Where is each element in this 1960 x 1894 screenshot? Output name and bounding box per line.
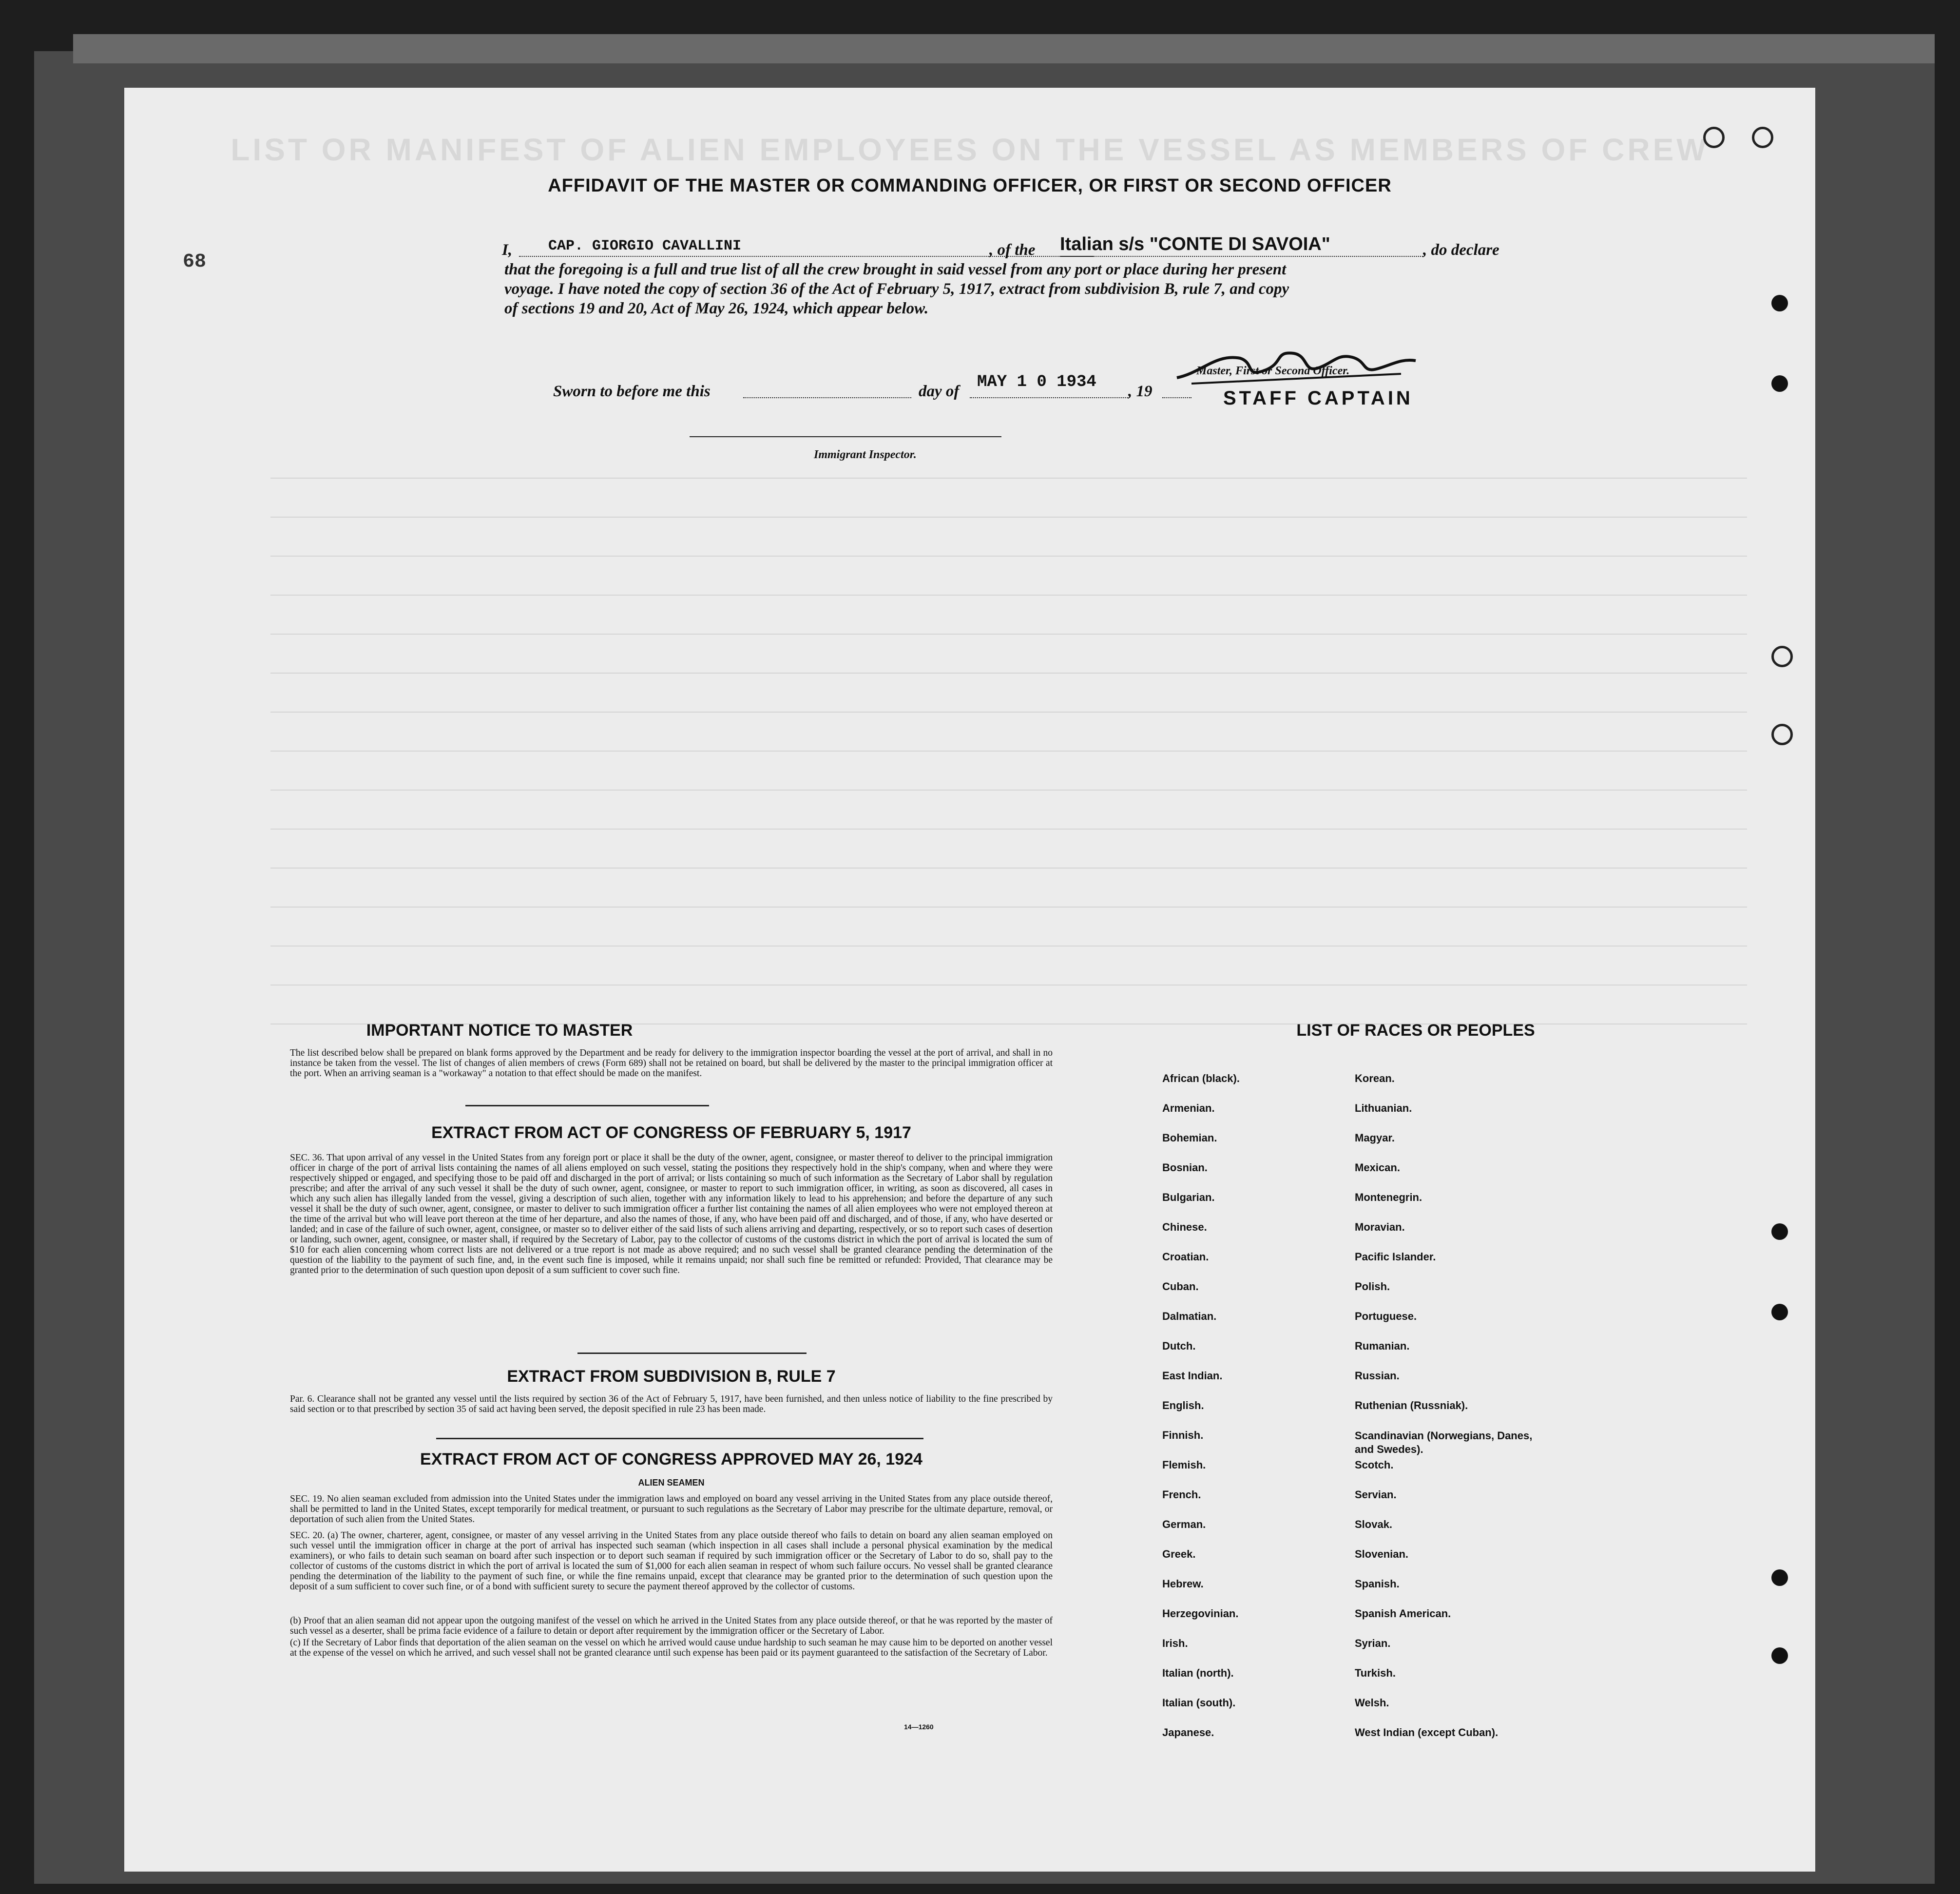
extract-1924-sec20c: (c) If the Secretary of Labor finds that deportation of the alien seaman on the vessel on which he arrived would cause undue hardship to such seaman he may cause him to be deported on another vessel at the expense of the vessel on which he arrived, and such vessel shall not be granted clearance until such expense has been paid or its payment guaranteed to the satisfaction of the Secretary of Labor. [290,1638,1053,1658]
extract-1924-subtitle: ALIEN SEAMEN [638,1478,705,1488]
race-item: Dalmatian. [1162,1310,1217,1322]
bleed-through-row [270,907,1747,908]
master-name: CAP. GIORGIO CAVALLINI [548,238,742,254]
race-item: German. [1162,1518,1206,1530]
sworn-month-line [970,397,1128,398]
extract-1917-text: SEC. 36. That upon arrival of any vessel in the United States from any foreign port or place it shall be the duty of the owner, agent, consignee, or master thereof to deliver to the principal immigration officer in charge of the port of arrival lists containing the names of all aliens employed on such vessel, stating the positions they respectively hold in the ship's company, when and where they were respectively shipped or engaged, and specifying those to be paid off and discharged in the port of arrival; or lists containing so much of such information as the Secretary of Labor shall by regulation prescribe; and after the arrival of any such vessel it shall be the duty of such owner, agent, consignee, or master to report to such immigration officer, in writing, as soon as discovered, all cases in which any such alien has illegally landed from the vessel, giving a description of such alien, together with any information likely to lead to his apprehension; and before the departure of any such vessel it shall be the duty of such owner, agent, consignee, or master to deliver to such immigration officer a further list containing the names of all alien employees who were not employed thereon at the time of the arrival but who will leave port thereon at the time of her departure, and also the names of those, if any, who have been paid off and discharged, and of those, if any, who have deserted or landed; and in case of the failure of such owner, agent, consignee, or master so to deliver either of the said lists of such aliens arriving and departing, respectively, or so to report such cases of desertion or landing, such owner, agent, consignee, or master shall, if required by the Secretary of Labor, pay to the collector of customs of the customs district in which the port of arrival is located the sum of $10 for each alien concerning whom correct lists are not delivered or a true report is not made as above required; and no such vessel shall be granted clearance pending the determination of the question of the liability to the payment of such fine, and, in the event such fine is imposed, while it remains unpaid; nor shall such fine be remitted or refunded: Provided, That clearance may be granted prior to the determination of such question upon deposit of a sum sufficient to cover such fine. [290,1153,1053,1276]
race-item: Moravian. [1355,1221,1405,1233]
race-item: Lithuanian. [1355,1102,1412,1114]
year-line [1162,397,1191,398]
race-item: Polish. [1355,1280,1390,1293]
bleed-through-row [270,517,1747,518]
bleed-through-row [270,478,1747,479]
punch-hole [1771,1304,1788,1320]
race-item: Croatian. [1162,1251,1209,1263]
sworn-label: Sworn to before me this [553,383,711,400]
extract-1924-sec20a: SEC. 20. (a) The owner, charterer, agent, consignee, or master of any vessel arriving in the United States from any place outside thereof who fails to detain on board any alien seaman employed on such vessel until the immigration officer in charge at the port of arrival has inspected such seaman (which inspection in all cases shall include a personal physical examination by the medical examiners), or who fails to detain such seaman on board after such inspection or to deport such seaman if required by such immigration officer or the Secretary of Labor to do so, shall pay to the collector of customs of the customs district in which the port of arrival is located the sum of $1,000 for each alien seaman in respect of whom such failure occurs. No vessel shall be granted clearance pending the determination of the liability to the payment of such fine, or while the fine remains unpaid, except that clearance may be granted prior to the determination of such question upon the deposit of a sum sufficient to cover such fine, or of a bond with sufficient surety to secure the payment thereof approved by the collector of customs. [290,1530,1053,1592]
margin-number: 68 [183,251,207,273]
extract-1917-divider [577,1353,807,1354]
race-item: Bosnian. [1162,1161,1208,1174]
bleed-through-row [270,829,1747,830]
bleed-through-row [270,595,1747,596]
race-item: Cuban. [1162,1280,1199,1293]
bleed-through-row [270,868,1747,869]
race-item: Japanese. [1162,1726,1214,1739]
punch-hole [1703,127,1725,148]
sworn-day-line [743,397,911,398]
extract-rule7-divider [436,1438,923,1439]
declaration-line-2: that the foregoing is a full and true list of all the crew brought in said vessel from any port or place during her present [504,261,1287,278]
bleed-through-row [270,673,1747,674]
extract-1924-title: EXTRACT FROM ACT OF CONGRESS APPROVED MAY 26, 1924 [420,1450,922,1469]
bleed-through-heading: LIST OR MANIFEST OF ALIEN EMPLOYEES ON THE VESSEL AS MEMBERS OF CREW [231,132,1709,167]
bleed-through-row [270,751,1747,752]
race-item: Slovak. [1355,1518,1393,1530]
notice-title: IMPORTANT NOTICE TO MASTER [366,1021,633,1040]
punch-hole [1752,127,1773,148]
race-item: Montenegrin. [1355,1191,1422,1203]
race-item: Servian. [1355,1488,1397,1501]
race-item: Turkish. [1355,1667,1396,1679]
extract-1924-sec20b: (b) Proof that an alien seaman did not appear upon the outgoing manifest of the vessel on which he arrived in the United States from any place outside thereof, or that he was reported by the master of such vessel as a deserter, shall be prima facie evidence of a failure to detain or deport after requirement by the immigration officer or the Secretary of Labor. [290,1616,1053,1636]
race-item: Portuguese. [1355,1310,1417,1322]
notice-divider [465,1105,709,1106]
punch-hole [1771,375,1788,392]
punch-hole [1771,724,1793,745]
race-item: Finnish. [1162,1429,1204,1441]
vessel-name-line [1060,256,1423,257]
punch-hole [1771,1647,1788,1664]
notice-text: The list described below shall be prepared on blank forms approved by the Department and be ready for delivery to the immigration inspector boarding the vessel at the port of arrival, and shall in no instance be taken from the vessel. The list of changes of alien members of crews (Form 689) shall not be retained on board, but shall be delivered by the master to the principal immigration officer at the port. When an arriving seaman is a "workaway" a notation to that effect should be made on the manifest. [290,1048,1053,1079]
race-item: Ruthenian (Russniak). [1355,1399,1468,1411]
race-item: Chinese. [1162,1221,1207,1233]
race-item: Magyar. [1355,1132,1395,1144]
punch-hole [1771,1223,1788,1240]
race-item: English. [1162,1399,1204,1411]
race-item: Bulgarian. [1162,1191,1215,1203]
race-item: Scandinavian (Norwegians, Danes, and Swedes). [1355,1430,1533,1455]
race-item: Hebrew. [1162,1578,1204,1590]
year-prefix: , 19 [1128,383,1153,400]
race-item: Pacific Islander. [1355,1251,1436,1263]
staff-captain-stamp: STAFF CAPTAIN [1223,387,1413,409]
declaration-line-4: of sections 19 and 20, Act of May 26, 1924, which appear below. [504,300,929,317]
race-item: Irish. [1162,1637,1188,1649]
bleed-through-row [270,634,1747,635]
race-item: Russian. [1355,1370,1400,1382]
race-item: Spanish American. [1355,1607,1451,1620]
extract-1917-title: EXTRACT FROM ACT OF CONGRESS OF FEBRUARY 5, 1917 [431,1123,911,1142]
bleed-through-row [270,790,1747,791]
bleed-through-row [270,985,1747,986]
do-declare-label: , do declare [1423,241,1499,259]
race-item: Armenian. [1162,1102,1215,1114]
races-title: LIST OF RACES OR PEOPLES [1296,1021,1535,1040]
declaration-prefix: I, [502,241,513,259]
vessel-name: Italian s/s "CONTE DI SAVOIA" [1060,234,1330,254]
race-item: Italian (south). [1162,1697,1236,1709]
race-item: Greek. [1162,1548,1196,1560]
binder-edge [73,34,1935,63]
race-item: Italian (north). [1162,1667,1234,1679]
race-item: West Indian (except Cuban). [1355,1726,1499,1739]
race-item: Slovenian. [1355,1548,1409,1560]
race-item: Welsh. [1355,1697,1389,1709]
punch-hole [1771,1569,1788,1586]
races-right-column [1355,1072,1647,1755]
race-item: Flemish. [1162,1459,1206,1471]
race-item: French. [1162,1488,1201,1501]
race-item: Scotch. [1355,1459,1394,1471]
race-item: Bohemian. [1162,1132,1217,1144]
manifest-page [124,88,1815,1872]
race-item: Syrian. [1355,1637,1391,1649]
race-item: Rumanian. [1355,1340,1410,1352]
race-item: Herzegovinian. [1162,1607,1239,1620]
race-item: Mexican. [1355,1161,1400,1174]
race-item: Dutch. [1162,1340,1196,1352]
signature-label: Master, First or Second Officer. [1196,365,1350,377]
of-the-label: , of the [989,241,1036,259]
inspector-label: Immigrant Inspector. [814,448,917,461]
punch-hole [1771,295,1788,311]
affidavit-title: AFFIDAVIT OF THE MASTER OR COMMANDING OFFICER, OR FIRST OR SECOND OFFICER [548,175,1392,196]
extract-rule7-text: Par. 6. Clearance shall not be granted any vessel until the lists required by section 36 of the Act of February 5, 1917, have been furnished, and then unless notice of liability to the fine prescribed by said section or to that prescribed by section 35 of said act having been served, the deposit specified in rule 23 has been made. [290,1394,1053,1414]
race-item: Spanish. [1355,1578,1400,1590]
declaration-line-3: voyage. I have noted the copy of section 36 of the Act of February 5, 1917, extract from subdivision B, rule 7, and copy [504,280,1289,298]
race-item: African (black). [1162,1072,1240,1084]
extract-rule7-title: EXTRACT FROM SUBDIVISION B, RULE 7 [507,1367,836,1386]
punch-hole [1771,646,1793,667]
form-number: 14—1260 [904,1723,934,1731]
race-item: East Indian. [1162,1370,1223,1382]
bleed-through-row [270,712,1747,713]
date-stamp: MAY 1 0 1934 [977,373,1096,391]
extract-1924-sec19: SEC. 19. No alien seaman excluded from admission into the United States under the immigration laws and employed on board any vessel arriving in the United States from any place outside thereof, shall be permitted to land in the United States, except temporarily for medical treatment, or pursuant to such regulations as the Secretary of Labor may prescribe for the ultimate departure, removal, or deportation of such alien from the United States. [290,1494,1053,1525]
inspector-signature-line [690,436,1001,437]
day-of-label: day of [919,383,960,400]
bleed-through-row [270,556,1747,557]
race-item: Korean. [1355,1072,1395,1084]
bleed-through-row [270,946,1747,947]
